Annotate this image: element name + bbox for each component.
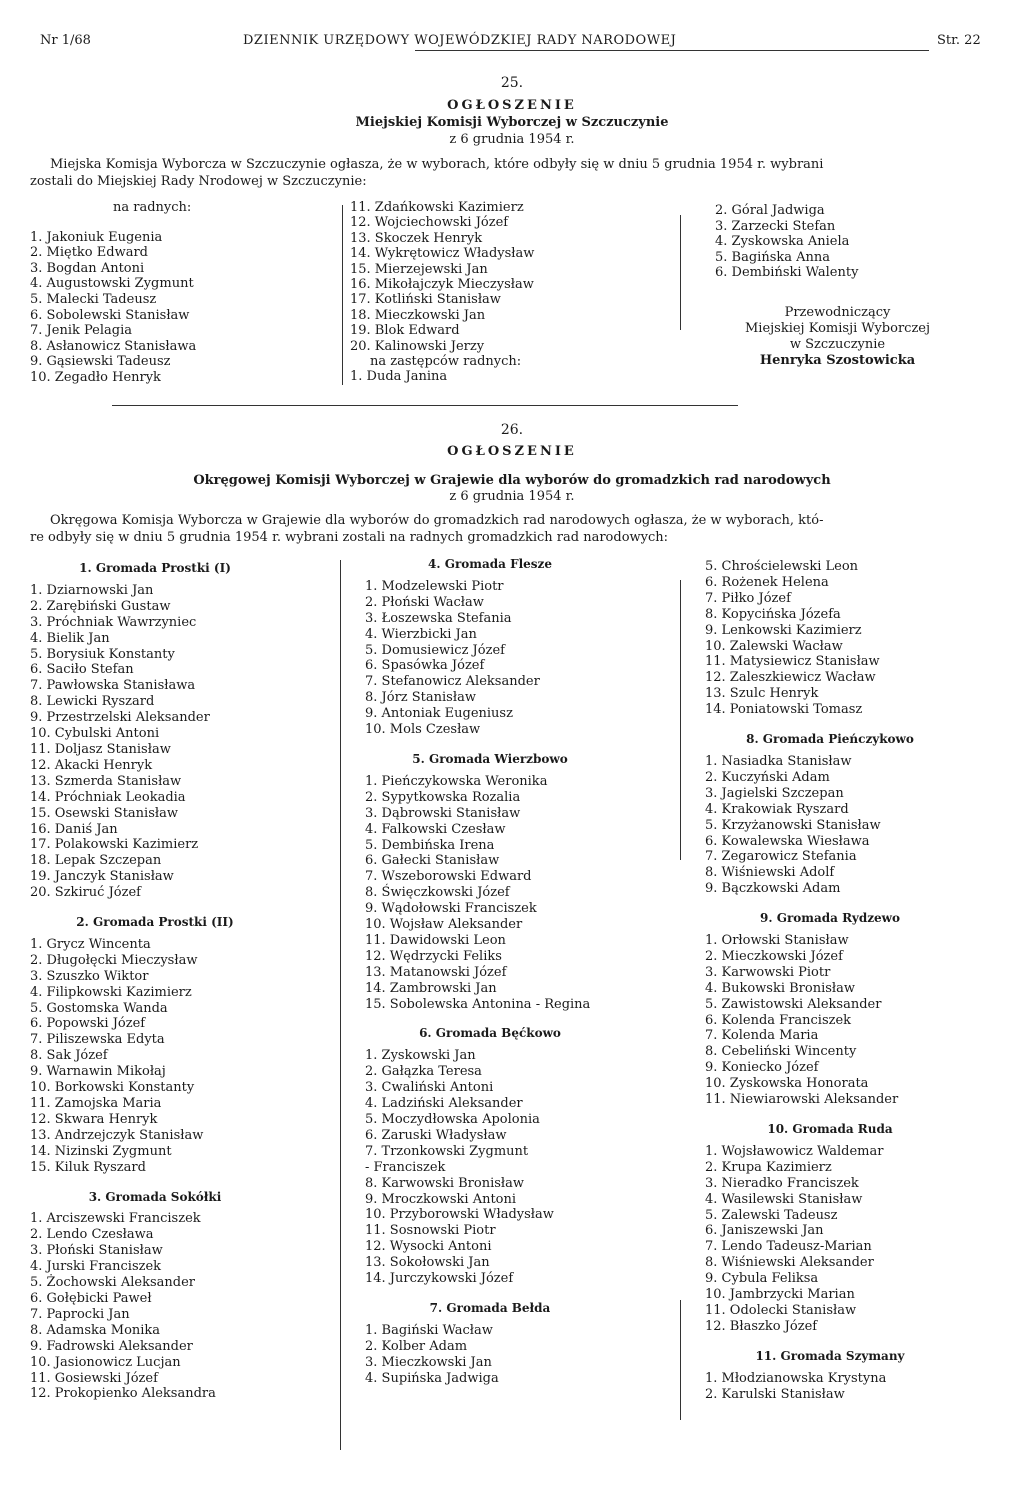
list-item: 2. Karulski Stanisław — [705, 1386, 845, 1402]
list-item: 4. Supińska Jadwiga — [365, 1370, 499, 1386]
column-divider — [680, 215, 681, 330]
gromada-heading: 11. Gromada Szymany — [755, 1348, 905, 1363]
list-item: 10. Borkowski Konstanty — [30, 1080, 195, 1096]
list-item: 2. Płoński Wacław — [365, 594, 484, 610]
notice-25-number: 25. — [500, 75, 524, 91]
list-item: 6. Gołębicki Paweł — [30, 1290, 152, 1306]
list-item: 4. Wierzbicki Jan — [365, 626, 477, 642]
list-item: 15. Kiluk Ryszard — [30, 1159, 146, 1175]
notice-25-column-1 — [30, 200, 196, 386]
list-item: 5. Żochowski Aleksander — [30, 1275, 195, 1291]
list-item: 4. Bukowski Bronisław — [705, 980, 856, 996]
notice-26-column-3 — [705, 559, 955, 1403]
list-item: 8. Cebeliński Wincenty — [705, 1044, 857, 1060]
list-item: 8. Asłanowicz Stanisława — [30, 338, 197, 354]
notice-26-number: 26. — [500, 422, 524, 438]
list-item: 16. Mikołajczyk Mieczysław — [350, 277, 534, 293]
issue-number: Nr 1/68 — [40, 33, 91, 48]
zastepcy-heading: na zastępców radnych: — [370, 354, 522, 370]
notice-26-subtitle: Okręgowej Komisji Wyborczej w Grajewie dla wyborów do gromadzkich rad narodowych — [193, 473, 831, 488]
list-item: 12. Wysocki Antoni — [365, 1239, 492, 1255]
list-item: 3. Mieczkowski Jan — [365, 1354, 492, 1370]
list-item: 6. Popowski Józef — [30, 1016, 146, 1032]
list-item: 10. Zyskowska Honorata — [705, 1076, 869, 1092]
notice-25-title: OGŁOSZENIE — [447, 98, 577, 113]
list-item: 6. Janiszewski Jan — [705, 1223, 824, 1239]
notice-25-column-3 — [715, 203, 858, 281]
list-item: 14. Zambrowski Jan — [365, 980, 497, 996]
list-item: 7. Trzonkowski Zygmunt — [365, 1143, 529, 1159]
list-item: 5. Zalewski Tadeusz — [705, 1207, 838, 1223]
list-item: 9. Warnawin Mikołaj — [30, 1064, 166, 1080]
list-item: 4. Filipkowski Kazimierz — [30, 984, 192, 1000]
list-item: 12. Błaszko Józef — [705, 1318, 818, 1334]
gromada-heading: 2. Gromada Prostki (II) — [76, 915, 234, 930]
list-item: 12. Zaleszkiewicz Wacław — [705, 670, 876, 686]
list-item: 10. Zalewski Wacław — [705, 638, 843, 654]
list-item: 9. Gąsiewski Tadeusz — [30, 354, 171, 370]
list-item: 13. Matanowski Józef — [365, 964, 507, 980]
page-number: Str. 22 — [937, 33, 981, 48]
list-item: 7. Wszeborowski Edward — [365, 869, 532, 885]
signature-name: Henryka Szostowicka — [759, 353, 916, 368]
list-item: 13. Szmerda Stanisław — [30, 773, 182, 789]
list-item: 4. Augustowski Zygmunt — [30, 276, 194, 292]
list-item: 5. Moczydłowska Apolonia — [365, 1112, 540, 1127]
list-item: 8. Sak Józef — [30, 1048, 108, 1064]
list-item: 11. Zamojska Maria — [30, 1096, 162, 1111]
notice-26-paragraph-line-1: Okręgowa Komisja Wyborcza w Grajewie dla wyborów do gromadzkich rad narodowych ogłasza, że w wyborach, któ- — [50, 513, 824, 528]
list-item: 8. Karwowski Bronisław — [365, 1175, 525, 1191]
list-item: 17. Kotliński Stanisław — [350, 292, 501, 308]
gromada-heading: 8. Gromada Pieńczykowo — [746, 732, 914, 747]
list-item: 7. Piliszewska Edyta — [30, 1032, 165, 1048]
list-item: 3. Dąbrowski Stanisław — [365, 805, 521, 821]
list-item: 10. Zegadło Henryk — [30, 369, 161, 385]
list-item: 12. Akacki Henryk — [30, 757, 153, 773]
list-item: 7. Stefanowicz Aleksander — [365, 674, 540, 690]
list-item: 12. Wojciechowski Józef — [350, 215, 509, 231]
list-item: 9. Koniecko Józef — [705, 1060, 819, 1076]
list-item: 8. Lewicki Ryszard — [30, 694, 155, 710]
list-item: 14. Jurczykowski Józef — [365, 1271, 514, 1287]
list-item: 9. Bączkowski Adam — [705, 881, 841, 897]
list-item: 10. Jambrzycki Marian — [705, 1287, 855, 1303]
list-item: 6. Sobolewski Stanisław — [30, 307, 190, 323]
list-item: 4. Jurski Franciszek — [30, 1259, 162, 1275]
list-item: 1. Nasiadka Stanisław — [705, 753, 852, 769]
list-item: 1. Jakoniuk Eugenia — [30, 229, 163, 245]
list-item: 6. Rożenek Helena — [705, 574, 829, 590]
list-item: 12. Wędrzycki Feliks — [365, 948, 502, 964]
list-item: 11. Niewiarowski Aleksander — [705, 1092, 899, 1108]
list-item: 6. Dembiński Walenty — [715, 265, 859, 281]
list-item: 5. Gostomska Wanda — [30, 1000, 168, 1016]
list-item: 10. Wojsław Aleksander — [365, 917, 523, 933]
list-item: 7. Lendo Tadeusz-Marian — [705, 1239, 872, 1255]
list-item: 1. Orłowski Stanisław — [705, 933, 849, 949]
notice-25-paragraph-line-1: Miejska Komisja Wyborcza w Szczuczynie ogłasza, że w wyborach, które odbyły się w dniu 5 grudnia 1954 r. wybrani — [50, 157, 824, 172]
list-item: 6. Zaruski Władysław — [365, 1127, 507, 1143]
signature-committee: Miejskiej Komisji Wyborczej — [744, 321, 931, 336]
list-item: 18. Mieczkowski Jan — [350, 307, 486, 323]
list-item: 5. Borysiuk Konstanty — [30, 646, 175, 662]
list-item: 15. Sobolewska Antonina - Regina — [365, 996, 591, 1012]
list-item: 17. Polakowski Kazimierz — [30, 837, 199, 853]
list-item: 11. Odolecki Stanisław — [705, 1302, 857, 1318]
list-item: 8. Wiśniewski Adolf — [705, 865, 835, 881]
journal-title: DZIENNIK URZĘDOWY WOJEWÓDZKIEJ RADY NARODOWEJ — [243, 33, 677, 48]
list-item: 18. Lepak Szczepan — [30, 853, 162, 869]
list-item: 5. Domusiewicz Józef — [365, 642, 505, 658]
list-item: 6. Spasówka Józef — [365, 658, 485, 674]
header-rule — [415, 50, 929, 51]
list-item: 1. Wojsławowicz Waldemar — [705, 1143, 884, 1159]
column-divider — [680, 1300, 681, 1420]
notice-26-column-2 — [365, 557, 615, 1387]
list-item: 9. Przestrzelski Aleksander — [30, 710, 210, 726]
notice-26-title: OGŁOSZENIE — [447, 444, 577, 459]
list-item: 6. Kowalewska Wiesława — [705, 833, 870, 849]
list-item: 10. Jasionowicz Lucjan — [30, 1354, 181, 1370]
list-item: 2. Mieczkowski Józef — [705, 948, 843, 964]
list-item: 9. Mroczkowski Antoni — [365, 1191, 517, 1207]
list-item: 19. Janczyk Stanisław — [30, 869, 174, 885]
list-item: 4. Bielik Jan — [30, 630, 110, 646]
list-item: 10. Przyborowski Władysław — [365, 1207, 554, 1223]
list-item: 11. Zdańkowski Kazimierz — [350, 200, 524, 215]
gromada-heading: 4. Gromada Flesze — [427, 557, 552, 571]
notice-26-column-1 — [30, 561, 280, 1402]
notice-25-paragraph-line-2: zostali do Miejskiej Rady Nrodowej w Szczuczynie: — [30, 174, 367, 189]
list-item: 7. Pawłowska Stanisława — [30, 678, 196, 694]
list-item: 4. Zyskowska Aniela — [715, 234, 850, 250]
column-divider — [680, 580, 681, 860]
list-item: 1. Młodzianowska Krystyna — [705, 1370, 887, 1386]
list-item: 1. Grycz Wincenta — [30, 936, 151, 952]
section-divider — [112, 405, 738, 406]
list-item: 14. Próchniak Leokadia — [30, 789, 186, 805]
list-item: 3. Jagielski Szczepan — [705, 785, 844, 801]
column-divider — [342, 205, 343, 385]
list-item: 2. Miętko Edward — [30, 245, 148, 261]
list-item: 7. Paprocki Jan — [30, 1306, 130, 1322]
list-item: 11. Sosnowski Piotr — [365, 1223, 496, 1239]
list-item: 19. Blok Edward — [350, 323, 460, 339]
list-item: 20. Kalinowski Jerzy — [350, 338, 485, 354]
list-item: 2. Góral Jadwiga — [715, 203, 825, 218]
list-item: 15. Mierzejewski Jan — [350, 261, 488, 277]
notice-26-paragraph-line-2: re odbyły się w dniu 5 grudnia 1954 r. wybrani zostali na radnych gromadzkich rad narodowych: — [30, 530, 669, 545]
list-item: 2. Sypytkowska Rozalia — [365, 789, 521, 805]
list-item: 2. Długołęcki Mieczysław — [30, 952, 198, 968]
list-item: 13. Sokołowski Jan — [365, 1255, 490, 1271]
list-item: 6. Gałecki Stanisław — [365, 853, 500, 869]
list-item: 8. Jórz Stanisław — [365, 690, 476, 706]
gromada-heading: 7. Gromada Bełda — [429, 1300, 551, 1315]
list-item: 2. Krupa Kazimierz — [705, 1159, 832, 1175]
list-item: 6. Saciło Stefan — [30, 662, 134, 678]
list-item: 1. Dziarnowski Jan — [30, 582, 154, 598]
signature-place: w Szczuczynie — [789, 337, 886, 352]
list-item: 4. Wasilewski Stanisław — [705, 1191, 863, 1207]
list-item: 10. Cybulski Antoni — [30, 726, 160, 742]
list-item: 3. Łoszewska Stefania — [365, 610, 512, 626]
list-item: 12. Skwara Henryk — [30, 1111, 158, 1127]
list-item: 2. Lendo Czesława — [30, 1227, 154, 1243]
list-item: 14. Wykrętowicz Władysław — [350, 246, 535, 262]
signature-block — [700, 305, 975, 369]
gromada-heading: 6. Gromada Bęćkowo — [419, 1026, 561, 1041]
list-item: 9. Cybula Feliksa — [705, 1271, 819, 1287]
list-item: 2. Gałązka Teresa — [365, 1064, 482, 1080]
signature-role: Przewodniczący — [784, 305, 891, 320]
list-item: 5. Chrościelewski Leon — [705, 559, 859, 574]
list-item: 7. Jenik Pelagia — [30, 323, 132, 339]
list-item: 1. Pieńczykowska Weronika — [365, 773, 548, 789]
list-item: 2. Zarębiński Gustaw — [30, 598, 171, 614]
list-item: 11. Matysiewicz Stanisław — [705, 654, 880, 670]
list-item: 3. Zarzecki Stefan — [715, 218, 836, 234]
list-item: 6. Kolenda Franciszek — [705, 1012, 852, 1028]
list-item: 7. Piłko Józef — [705, 590, 791, 606]
list-item: 5. Malecki Tadeusz — [30, 291, 157, 307]
list-item: 8. Wiśniewski Aleksander — [705, 1255, 874, 1271]
list-item: 8. Kopycińska Józefa — [705, 606, 841, 622]
list-item: 9. Fadrowski Aleksander — [30, 1338, 193, 1354]
notice-25-subtitle: Miejskiej Komisji Wyborczej w Szczuczynie — [355, 115, 669, 130]
list-item: 5. Dembińska Irena — [365, 837, 495, 853]
list-item: 3. Szuszko Wiktor — [30, 968, 149, 984]
list-item: 9. Antoniak Eugeniusz — [365, 706, 513, 722]
list-item: 14. Nizinski Zygmunt — [30, 1143, 172, 1159]
list-item: 13. Andrzejczyk Stanisław — [30, 1127, 204, 1143]
list-item: 3. Karwowski Piotr — [705, 964, 831, 980]
list-item: 20. Szkiruć Józef — [30, 885, 141, 901]
list-item: 2. Kolber Adam — [365, 1338, 468, 1354]
list-item: 15. Osewski Stanisław — [30, 805, 178, 821]
gromada-heading: 10. Gromada Ruda — [767, 1122, 893, 1136]
list-item: 1. Modzelewski Piotr — [365, 578, 504, 594]
list-item: 11. Dawidowski Leon — [365, 932, 506, 948]
list-item: 13. Szulc Henryk — [705, 686, 819, 702]
notice-26-date: z 6 grudnia 1954 r. — [449, 489, 575, 504]
list-item: 8. Adamska Monika — [30, 1322, 161, 1338]
list-item: 1. Bagiński Wacław — [365, 1322, 493, 1338]
gromada-heading: 1. Gromada Prostki (I) — [79, 561, 231, 575]
gromada-heading: 3. Gromada Sokółki — [88, 1189, 222, 1204]
list-item: 4. Falkowski Czesław — [365, 821, 506, 837]
list-item: 1. Zyskowski Jan — [365, 1048, 476, 1064]
notice-25-date: z 6 grudnia 1954 r. — [449, 132, 575, 147]
list-item: 11. Gosiewski Józef — [30, 1370, 158, 1386]
list-item: 1. Duda Janina — [350, 369, 448, 385]
list-item: 14. Poniatowski Tomasz — [705, 702, 863, 718]
list-item: 1. Arciszewski Franciszek — [30, 1211, 201, 1227]
list-item: 5. Zawistowski Aleksander — [705, 996, 882, 1012]
list-item: 13. Skoczek Henryk — [350, 230, 483, 246]
list-item: 7. Kolenda Maria — [705, 1028, 819, 1044]
list-item: 4. Ladziński Aleksander — [365, 1096, 523, 1112]
list-item: 3. Próchniak Wawrzyniec — [30, 614, 197, 630]
list-item: 7. Zegarowicz Stefania — [705, 849, 857, 865]
list-item: 3. Płoński Stanisław — [30, 1243, 163, 1259]
list-item: 12. Prokopienko Aleksandra — [30, 1386, 216, 1402]
list-item: 8. Święczkowski Józef — [365, 885, 510, 901]
list-item: 2. Kuczyński Adam — [705, 769, 830, 785]
list-item: 3. Bogdan Antoni — [30, 260, 145, 276]
list-item: 9. Lenkowski Kazimierz — [705, 622, 862, 638]
list-item: 3. Cwaliński Antoni — [365, 1080, 494, 1096]
list-item: 16. Daniś Jan — [30, 821, 118, 837]
list-item: 10. Mols Czesław — [365, 722, 481, 738]
list-item: 5. Bagińska Anna — [715, 249, 831, 265]
list-item: 4. Krakowiak Ryszard — [705, 801, 849, 817]
notice-25-column-2 — [350, 200, 534, 385]
list-item: - Franciszek — [365, 1159, 446, 1175]
list-item: 3. Nieradko Franciszek — [705, 1175, 859, 1191]
column-divider — [340, 560, 341, 1450]
radni-heading: na radnych: — [113, 200, 192, 215]
gromada-heading: 9. Gromada Rydzewo — [759, 911, 900, 926]
gromada-heading: 5. Gromada Wierzbowo — [412, 751, 568, 766]
list-item: 9. Wądołowski Franciszek — [365, 901, 537, 917]
list-item: 11. Doljasz Stanisław — [30, 741, 171, 757]
list-item: 5. Krzyżanowski Stanisław — [705, 817, 881, 833]
